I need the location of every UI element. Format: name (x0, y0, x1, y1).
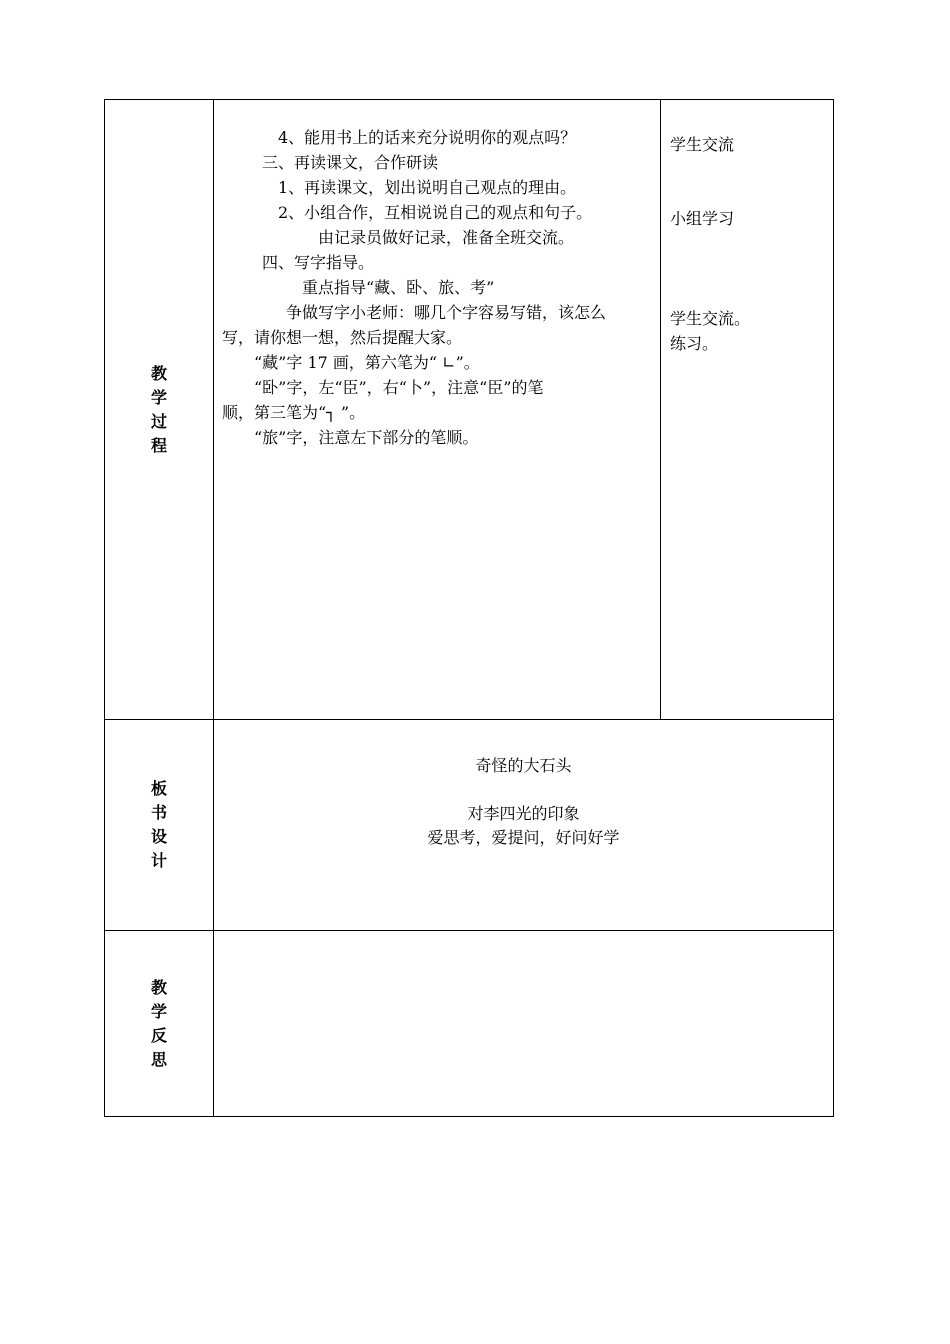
side-note: 学生交流 (670, 135, 735, 154)
reflection-content-cell (214, 931, 834, 1117)
process-line: 顺，第三笔为“┐ ”。 (222, 403, 366, 422)
board-label-char: 书 (150, 803, 167, 822)
board-line: 对李四光的印象 (467, 804, 580, 823)
process-label-char: 程 (150, 435, 167, 455)
board-content (214, 720, 833, 850)
side-note: 学生交流。 (670, 309, 751, 328)
board-title: 奇怪的大石头 (475, 756, 572, 775)
process-line: 重点指导“藏、卧、旅、考” (302, 278, 495, 297)
process-label-char: 学 (150, 387, 167, 407)
board-row (105, 720, 834, 931)
side-note: 小组学习 (670, 209, 735, 228)
process-row (105, 100, 834, 720)
lesson-plan-table (104, 99, 834, 1117)
board-content-cell (214, 720, 834, 931)
reflection-label (105, 931, 214, 1117)
process-content-cell (214, 100, 661, 720)
board-line: 爱思考，爱提问，好问好学 (427, 828, 620, 847)
reflection-label-char: 反 (150, 1025, 167, 1045)
process-line: 争做写字小老师：哪几个字容易写错，该怎么 (286, 303, 607, 322)
board-label-char: 板 (150, 779, 167, 798)
process-line: “藏”字 17 画，第六笔为“ ∟”。 (254, 353, 480, 372)
process-line: 1、再读课文，划出说明自己观点的理由。 (278, 178, 577, 197)
reflection-label-char: 思 (150, 1049, 167, 1069)
side-note: 练习。 (670, 334, 719, 353)
process-line: 2、小组合作，互相说说自己的观点和句子。 (278, 203, 593, 222)
process-side-cell (661, 100, 834, 720)
process-content (214, 100, 660, 450)
process-line: “旅”字，注意左下部分的笔顺。 (254, 428, 479, 447)
process-line: 4、能用书上的话来充分说明你的观点吗？ (278, 128, 577, 147)
board-label-char: 计 (150, 851, 167, 870)
process-line: 由记录员做好记录，准备全班交流。 (318, 228, 575, 247)
board-label-char: 设 (150, 827, 167, 846)
process-label-char: 教 (150, 363, 167, 383)
reflection-row (105, 931, 834, 1117)
board-label (105, 720, 214, 931)
process-line: 四、写字指导。 (262, 253, 375, 272)
process-label (105, 100, 214, 720)
process-side (661, 100, 833, 356)
process-line: 写，请你想一想，然后提醒大家。 (222, 328, 463, 347)
process-line: “卧”字，左“臣”，右“卜”，注意“臣”的笔 (254, 378, 544, 397)
reflection-label-char: 教 (150, 977, 167, 997)
reflection-label-char: 学 (150, 1001, 167, 1021)
process-line: 三、再读课文，合作研读 (262, 153, 439, 172)
process-label-char: 过 (150, 411, 167, 431)
